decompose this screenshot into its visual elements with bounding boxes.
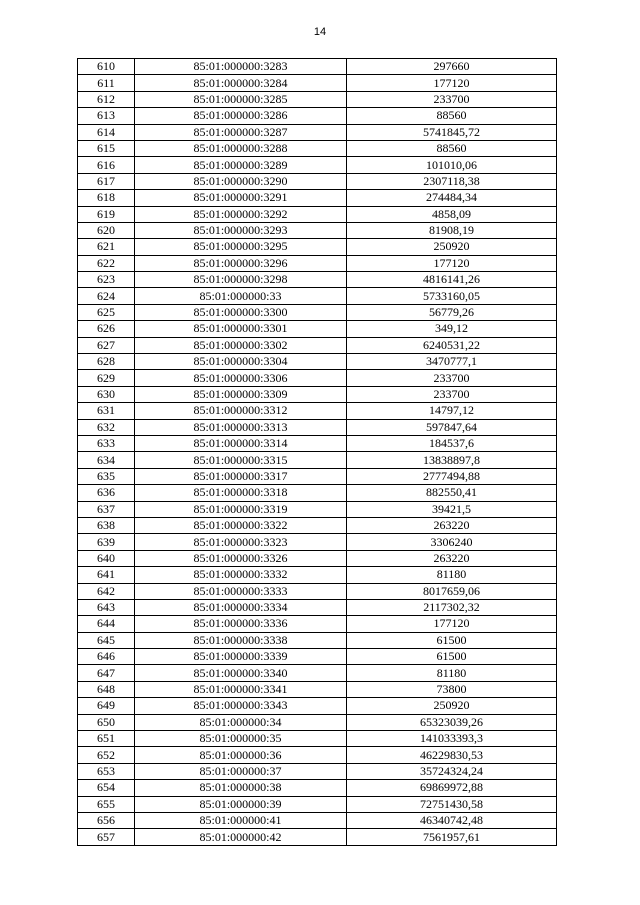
cadastral-value-cell: 177120 <box>347 255 557 271</box>
cadastral-value-cell: 8017659,06 <box>347 583 557 599</box>
table-row <box>78 435 557 451</box>
cadastral-number-cell: 85:01:000000:3317 <box>135 468 347 484</box>
cadastral-number-cell: 85:01:000000:3318 <box>135 485 347 501</box>
cadastral-number-cell: 85:01:000000:3319 <box>135 501 347 517</box>
cadastral-value-cell: 274484,34 <box>347 190 557 206</box>
cadastral-number-cell: 85:01:000000:3300 <box>135 304 347 320</box>
table-row <box>78 206 557 222</box>
cadastral-number-cell: 85:01:000000:3332 <box>135 567 347 583</box>
cadastral-value-cell: 233700 <box>347 370 557 386</box>
row-number-cell: 626 <box>78 321 135 337</box>
cadastral-number-cell: 85:01:000000:3285 <box>135 91 347 107</box>
cadastral-number-cell: 85:01:000000:3315 <box>135 452 347 468</box>
cadastral-value-cell: 81908,19 <box>347 222 557 238</box>
table-row <box>78 321 557 337</box>
cadastral-number-cell: 85:01:000000:3336 <box>135 616 347 632</box>
cadastral-number-cell: 85:01:000000:3293 <box>135 222 347 238</box>
cadastral-number-cell: 85:01:000000:3287 <box>135 124 347 140</box>
row-number-cell: 636 <box>78 485 135 501</box>
cadastral-number-cell: 85:01:000000:35 <box>135 731 347 747</box>
row-number-cell: 624 <box>78 288 135 304</box>
cadastral-value-cell: 5741845,72 <box>347 124 557 140</box>
cadastral-number-cell: 85:01:000000:3291 <box>135 190 347 206</box>
cadastral-number-cell: 85:01:000000:3312 <box>135 403 347 419</box>
row-number-cell: 625 <box>78 304 135 320</box>
table-body <box>78 59 557 846</box>
cadastral-value-cell: 184537,6 <box>347 435 557 451</box>
table-row <box>78 583 557 599</box>
cadastral-value-cell: 56779,26 <box>347 304 557 320</box>
table-row <box>78 829 557 845</box>
cadastral-value-table <box>77 58 557 846</box>
row-number-cell: 650 <box>78 714 135 730</box>
cadastral-number-cell: 85:01:000000:3301 <box>135 321 347 337</box>
row-number-cell: 637 <box>78 501 135 517</box>
table-row <box>78 780 557 796</box>
cadastral-value-cell: 177120 <box>347 616 557 632</box>
row-number-cell: 644 <box>78 616 135 632</box>
cadastral-value-cell: 7561957,61 <box>347 829 557 845</box>
table-row <box>78 386 557 402</box>
cadastral-number-cell: 85:01:000000:3314 <box>135 435 347 451</box>
row-number-cell: 657 <box>78 829 135 845</box>
row-number-cell: 640 <box>78 550 135 566</box>
cadastral-value-cell: 2777494,88 <box>347 468 557 484</box>
row-number-cell: 629 <box>78 370 135 386</box>
row-number-cell: 630 <box>78 386 135 402</box>
table-row <box>78 239 557 255</box>
cadastral-value-cell: 61500 <box>347 632 557 648</box>
table-row <box>78 288 557 304</box>
cadastral-value-cell: 233700 <box>347 91 557 107</box>
row-number-cell: 633 <box>78 435 135 451</box>
cadastral-number-cell: 85:01:000000:36 <box>135 747 347 763</box>
cadastral-value-cell: 69869972,88 <box>347 780 557 796</box>
cadastral-number-cell: 85:01:000000:3292 <box>135 206 347 222</box>
row-number-cell: 619 <box>78 206 135 222</box>
row-number-cell: 655 <box>78 796 135 812</box>
row-number-cell: 611 <box>78 75 135 91</box>
table-row <box>78 763 557 779</box>
cadastral-value-cell: 88560 <box>347 140 557 156</box>
row-number-cell: 612 <box>78 91 135 107</box>
cadastral-number-cell: 85:01:000000:42 <box>135 829 347 845</box>
cadastral-number-cell: 85:01:000000:3338 <box>135 632 347 648</box>
cadastral-number-cell: 85:01:000000:3284 <box>135 75 347 91</box>
cadastral-number-cell: 85:01:000000:37 <box>135 763 347 779</box>
cadastral-value-cell: 14797,12 <box>347 403 557 419</box>
table-row <box>78 173 557 189</box>
table-row <box>78 75 557 91</box>
table-row <box>78 485 557 501</box>
table-row <box>78 419 557 435</box>
cadastral-value-cell: 73800 <box>347 681 557 697</box>
cadastral-value-cell: 39421,5 <box>347 501 557 517</box>
row-number-cell: 641 <box>78 567 135 583</box>
cadastral-value-cell: 2117302,32 <box>347 599 557 615</box>
cadastral-number-cell: 85:01:000000:3304 <box>135 354 347 370</box>
cadastral-number-cell: 85:01:000000:3290 <box>135 173 347 189</box>
cadastral-number-cell: 85:01:000000:3343 <box>135 698 347 714</box>
row-number-cell: 632 <box>78 419 135 435</box>
cadastral-value-cell: 2307118,38 <box>347 173 557 189</box>
row-number-cell: 648 <box>78 681 135 697</box>
table-row <box>78 354 557 370</box>
cadastral-number-cell: 85:01:000000:3333 <box>135 583 347 599</box>
row-number-cell: 613 <box>78 108 135 124</box>
row-number-cell: 615 <box>78 140 135 156</box>
cadastral-number-cell: 85:01:000000:34 <box>135 714 347 730</box>
table-row <box>78 157 557 173</box>
cadastral-value-cell: 263220 <box>347 550 557 566</box>
cadastral-number-cell: 85:01:000000:3306 <box>135 370 347 386</box>
cadastral-number-cell: 85:01:000000:3296 <box>135 255 347 271</box>
cadastral-number-cell: 85:01:000000:38 <box>135 780 347 796</box>
table-row <box>78 649 557 665</box>
cadastral-value-cell: 263220 <box>347 517 557 533</box>
cadastral-value-cell: 4816141,26 <box>347 272 557 288</box>
row-number-cell: 651 <box>78 731 135 747</box>
cadastral-value-cell: 13838897,8 <box>347 452 557 468</box>
cadastral-number-cell: 85:01:000000:41 <box>135 812 347 828</box>
cadastral-value-cell: 3470777,1 <box>347 354 557 370</box>
cadastral-number-cell: 85:01:000000:3323 <box>135 534 347 550</box>
cadastral-value-cell: 3306240 <box>347 534 557 550</box>
cadastral-value-cell: 72751430,58 <box>347 796 557 812</box>
table-row <box>78 501 557 517</box>
cadastral-number-cell: 85:01:000000:3339 <box>135 649 347 665</box>
row-number-cell: 653 <box>78 763 135 779</box>
table-row <box>78 190 557 206</box>
row-number-cell: 616 <box>78 157 135 173</box>
table-row <box>78 698 557 714</box>
cadastral-value-cell: 5733160,05 <box>347 288 557 304</box>
table-row <box>78 714 557 730</box>
table-row <box>78 567 557 583</box>
cadastral-value-cell: 250920 <box>347 239 557 255</box>
cadastral-value-cell: 177120 <box>347 75 557 91</box>
cadastral-number-cell: 85:01:000000:3286 <box>135 108 347 124</box>
cadastral-number-cell: 85:01:000000:3289 <box>135 157 347 173</box>
row-number-cell: 639 <box>78 534 135 550</box>
row-number-cell: 627 <box>78 337 135 353</box>
table-row <box>78 681 557 697</box>
cadastral-value-cell: 4858,09 <box>347 206 557 222</box>
table-row <box>78 272 557 288</box>
table-row <box>78 665 557 681</box>
table-row <box>78 59 557 75</box>
table-row <box>78 468 557 484</box>
row-number-cell: 645 <box>78 632 135 648</box>
cadastral-value-cell: 61500 <box>347 649 557 665</box>
table-row <box>78 731 557 747</box>
table-row <box>78 534 557 550</box>
cadastral-value-cell: 81180 <box>347 665 557 681</box>
row-number-cell: 631 <box>78 403 135 419</box>
cadastral-value-cell: 349,12 <box>347 321 557 337</box>
cadastral-value-cell: 101010,06 <box>347 157 557 173</box>
row-number-cell: 623 <box>78 272 135 288</box>
cadastral-value-cell: 65323039,26 <box>347 714 557 730</box>
cadastral-value-cell: 141033393,3 <box>347 731 557 747</box>
table-row <box>78 452 557 468</box>
row-number-cell: 649 <box>78 698 135 714</box>
cadastral-value-cell: 597847,64 <box>347 419 557 435</box>
row-number-cell: 620 <box>78 222 135 238</box>
cadastral-number-cell: 85:01:000000:3302 <box>135 337 347 353</box>
row-number-cell: 638 <box>78 517 135 533</box>
row-number-cell: 614 <box>78 124 135 140</box>
table-row <box>78 812 557 828</box>
row-number-cell: 628 <box>78 354 135 370</box>
row-number-cell: 617 <box>78 173 135 189</box>
row-number-cell: 621 <box>78 239 135 255</box>
row-number-cell: 622 <box>78 255 135 271</box>
table-row <box>78 304 557 320</box>
cadastral-number-cell: 85:01:000000:3340 <box>135 665 347 681</box>
page-number: 14 <box>313 26 327 38</box>
cadastral-value-cell: 81180 <box>347 567 557 583</box>
table-row <box>78 599 557 615</box>
row-number-cell: 647 <box>78 665 135 681</box>
cadastral-value-cell: 882550,41 <box>347 485 557 501</box>
row-number-cell: 635 <box>78 468 135 484</box>
cadastral-number-cell: 85:01:000000:33 <box>135 288 347 304</box>
cadastral-number-cell: 85:01:000000:39 <box>135 796 347 812</box>
table-row <box>78 403 557 419</box>
table-row <box>78 550 557 566</box>
cadastral-value-cell: 46340742,48 <box>347 812 557 828</box>
cadastral-value-cell: 297660 <box>347 59 557 75</box>
cadastral-number-cell: 85:01:000000:3313 <box>135 419 347 435</box>
table-row <box>78 747 557 763</box>
table-row <box>78 108 557 124</box>
table-row <box>78 517 557 533</box>
row-number-cell: 652 <box>78 747 135 763</box>
cadastral-value-cell: 250920 <box>347 698 557 714</box>
cadastral-number-cell: 85:01:000000:3326 <box>135 550 347 566</box>
table-row <box>78 140 557 156</box>
row-number-cell: 646 <box>78 649 135 665</box>
row-number-cell: 654 <box>78 780 135 796</box>
table-row <box>78 370 557 386</box>
cadastral-value-cell: 46229830,53 <box>347 747 557 763</box>
table-row <box>78 796 557 812</box>
cadastral-value-cell: 88560 <box>347 108 557 124</box>
row-number-cell: 656 <box>78 812 135 828</box>
row-number-cell: 618 <box>78 190 135 206</box>
cadastral-number-cell: 85:01:000000:3298 <box>135 272 347 288</box>
cadastral-number-cell: 85:01:000000:3288 <box>135 140 347 156</box>
row-number-cell: 634 <box>78 452 135 468</box>
cadastral-number-cell: 85:01:000000:3283 <box>135 59 347 75</box>
table-row <box>78 616 557 632</box>
cadastral-number-cell: 85:01:000000:3295 <box>135 239 347 255</box>
table-row <box>78 255 557 271</box>
table-row <box>78 91 557 107</box>
cadastral-number-cell: 85:01:000000:3309 <box>135 386 347 402</box>
cadastral-value-cell: 233700 <box>347 386 557 402</box>
row-number-cell: 643 <box>78 599 135 615</box>
table-row <box>78 632 557 648</box>
cadastral-number-cell: 85:01:000000:3322 <box>135 517 347 533</box>
cadastral-number-cell: 85:01:000000:3334 <box>135 599 347 615</box>
table-row <box>78 222 557 238</box>
cadastral-value-cell: 35724324,24 <box>347 763 557 779</box>
row-number-cell: 642 <box>78 583 135 599</box>
cadastral-value-cell: 6240531,22 <box>347 337 557 353</box>
table-row <box>78 124 557 140</box>
cadastral-number-cell: 85:01:000000:3341 <box>135 681 347 697</box>
row-number-cell: 610 <box>78 59 135 75</box>
table-row <box>78 337 557 353</box>
